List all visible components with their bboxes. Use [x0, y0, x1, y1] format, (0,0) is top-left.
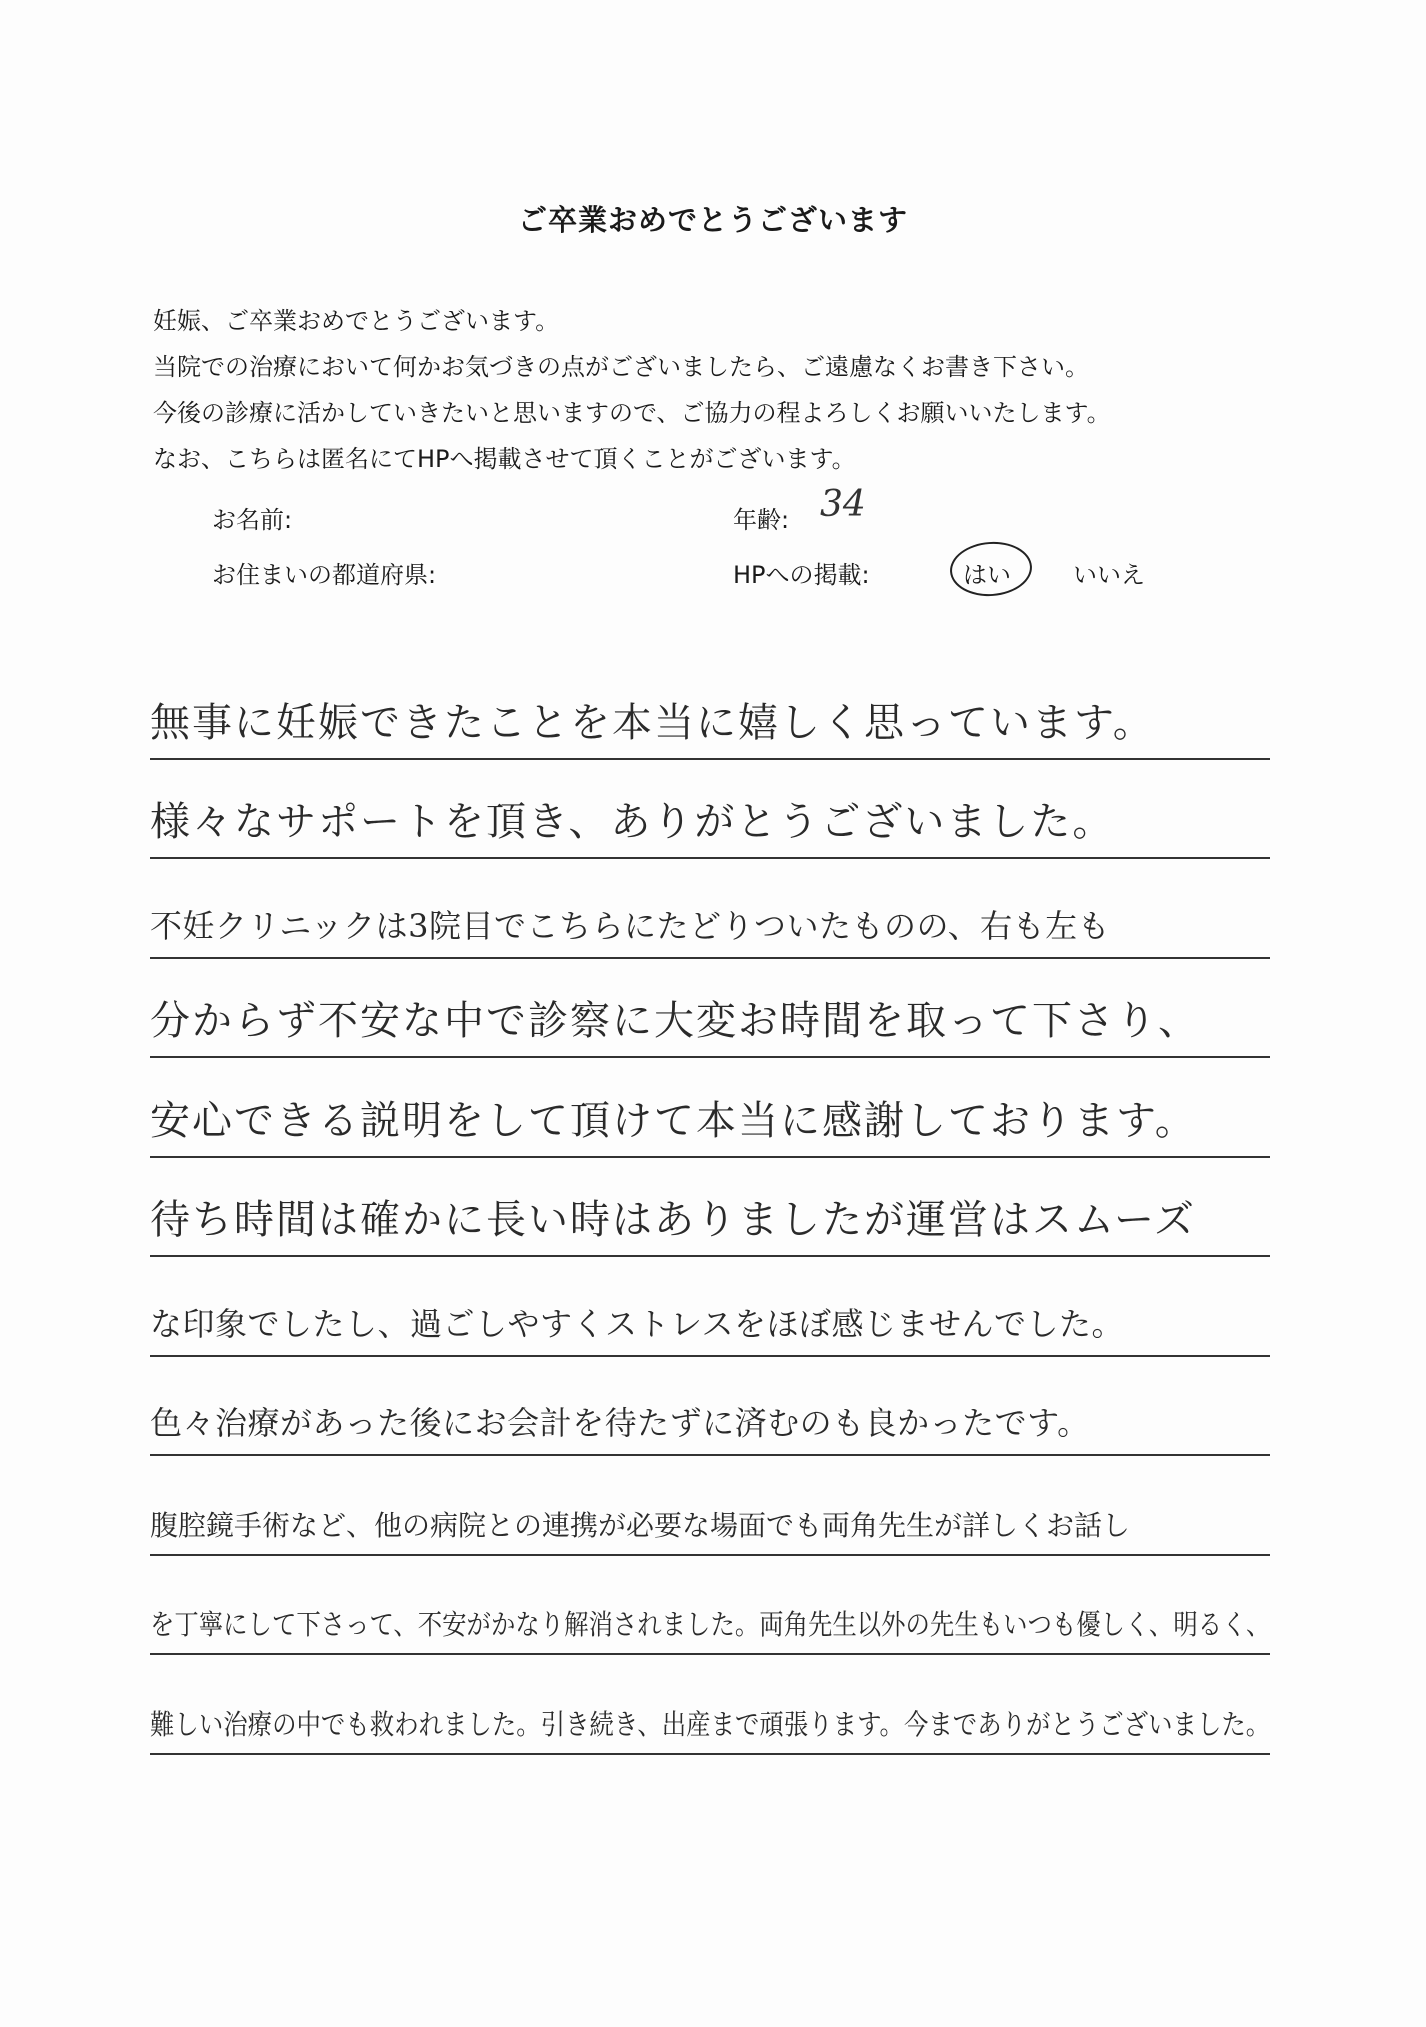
- answer-row: [150, 859, 1270, 959]
- answer-line-text: を丁寧にして下さって、不安がかなり解消されました。両角先生以外の先生もいつも優しく、明るく、: [150, 1608, 1271, 1641]
- answer-row: [150, 1456, 1270, 1556]
- age-label: 年齢:: [733, 506, 790, 534]
- answer-line-text: 様々なサポートを頂き、ありがとうございました。: [150, 799, 1115, 845]
- name-label: お名前:: [212, 506, 293, 534]
- answer-line-text: 待ち時間は確かに長い時はありましたが運営はスムーズ: [150, 1197, 1196, 1243]
- answer-line-text: 腹腔鏡手術など、他の病院との連携が必要な場面でも両角先生が詳しくお話し: [150, 1508, 1131, 1542]
- answer-row: [150, 660, 1270, 760]
- answer-line-text: な印象でしたし、過ごしやすくストレスをほぼ感じませんでした。: [150, 1304, 1125, 1343]
- age-value: 34: [820, 484, 866, 525]
- answer-row: [150, 1257, 1270, 1357]
- answer-line-text: 色々治療があった後にお会計を待たずに済むのも良かったです。: [150, 1404, 1090, 1442]
- answer-line-text: 難しい治療の中でも救われました。引き続き、出産まで頑張ります。今までありがとうございました。: [150, 1707, 1271, 1741]
- answer-row: [150, 1058, 1270, 1158]
- prefecture-label: お住まいの都道府県:: [212, 561, 437, 589]
- page-title: ご卒業おめでとうございます: [517, 203, 908, 237]
- selection-circle: [948, 539, 1034, 599]
- answer-line-text: 安心できる説明をして頂けて本当に感謝しております。: [150, 1097, 1197, 1144]
- answer-line-text: 無事に妊娠できたことを本当に嬉しく思っています。: [150, 699, 1155, 746]
- intro-text: [153, 298, 1303, 482]
- intro-line: 当院での治療において何かお気づきの点がございましたら、ご遠慮なくお書き下さい。: [153, 353, 1089, 381]
- hp-option-yes: はい: [963, 561, 1011, 589]
- hp-label: HPへの掲載:: [733, 561, 870, 589]
- intro-line: なお、こちらは匿名にてHPへ掲載させて頂くことがございます。: [153, 445, 856, 473]
- answer-row: [150, 1357, 1270, 1457]
- intro-line: 今後の診療に活かしていきたいと思いますので、ご協力の程よろしくお願いいたします。: [153, 399, 1111, 427]
- answer-row: [150, 760, 1270, 860]
- answer-line-text: 分からず不安な中で診察に大変お時間を取って下さり、: [150, 998, 1200, 1044]
- answer-row: [150, 959, 1270, 1059]
- answer-row: [150, 1655, 1270, 1755]
- intro-line: 妊娠、ご卒業おめでとうございます。: [153, 307, 560, 335]
- ruled-line: [150, 1753, 1270, 1755]
- hp-option-no: いいえ: [1073, 561, 1145, 589]
- answer-row: [150, 1158, 1270, 1258]
- answer-row: [150, 1556, 1270, 1656]
- answer-area: [150, 660, 1270, 1755]
- answer-line-text: 不妊クリニックは3院目でこちらにたどりついたものの、右も左も: [150, 906, 1111, 945]
